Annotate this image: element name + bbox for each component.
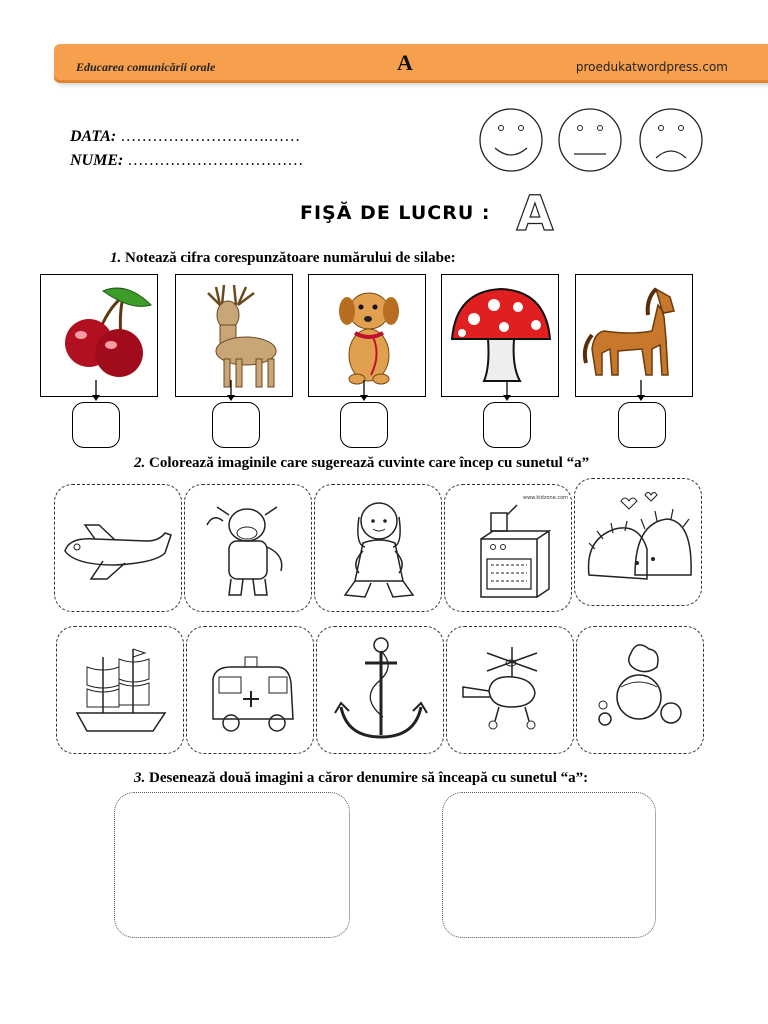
coloring-card[interactable] [186,626,314,754]
drawing-area[interactable] [114,792,350,938]
worksheet-title: FIŞĂ DE LUCRU : [300,202,491,224]
task3-text: Desenează două imagini a căror denumire să înceapă cu sunetul “a”: [149,770,589,786]
cow-icon [185,485,312,612]
stove-icon [445,485,572,612]
arrow-down-icon [91,380,101,402]
neutral-face-icon[interactable] [559,109,621,171]
coloring-card[interactable] [316,626,444,754]
drawing-area[interactable] [442,792,656,938]
syllable-answer-box[interactable] [618,402,666,448]
syllable-answer-box[interactable] [212,402,260,448]
horse-icon [576,275,694,398]
name-label: NUME: [70,152,124,169]
name-field [70,152,303,170]
coloring-card[interactable] [444,484,572,612]
coloring-card[interactable] [56,626,184,754]
syllable-answer-box[interactable] [72,402,120,448]
outlined-letter-a-icon [513,188,557,234]
picture-card [441,274,559,397]
task2-instruction [134,455,589,472]
coloring-card[interactable] [184,484,312,612]
doll-icon [315,485,442,612]
mood-faces [478,108,708,174]
coloring-card[interactable] [576,626,704,754]
airplane-icon [55,485,182,612]
syllable-answer-box[interactable] [483,402,531,448]
task1-number: 1. [110,250,122,266]
picture-card [40,274,158,397]
hazelnuts-icon [577,627,704,754]
date-field [70,128,300,146]
coloring-card[interactable] [314,484,442,612]
header-banner [54,44,768,80]
mushroom-icon [442,275,560,398]
arrow-down-icon [636,380,646,402]
arrow-down-icon [226,380,236,402]
coloring-card[interactable] [446,626,574,754]
arrow-down-icon [359,380,369,402]
anchor-icon [317,627,444,754]
website-label: proedukatwordpress.com [575,60,728,74]
task2-number: 2. [134,455,146,471]
task2-text: Colorează imaginile care sugerează cuvinte care încep cu sunetul “a” [149,455,590,471]
date-label: DATA: [70,128,117,145]
task3-instruction [134,770,588,787]
coloring-card[interactable] [54,484,182,612]
task1-text: Notează cifra corespunzătoare numărului de silabe: [125,250,456,266]
picture-card [308,274,426,397]
happy-face-icon[interactable] [480,109,542,171]
task1-instruction [110,250,456,267]
subject-title: Educarea comunicării orale [76,60,216,74]
picture-card [575,274,693,397]
arrow-down-icon [502,380,512,402]
ambulance-icon [187,627,314,754]
syllable-answer-box[interactable] [340,402,388,448]
hedgehogs-icon [575,479,702,606]
coloring-card[interactable] [574,478,702,606]
task3-number: 3. [134,770,146,786]
big-letter: A [516,188,554,234]
sailing-ship-icon [57,627,184,754]
helicopter-icon [447,627,574,754]
sad-face-icon[interactable] [640,109,702,171]
date-line[interactable]: ……………………….…… [120,128,301,145]
stove-caption: www.kidzone.com [523,495,569,501]
name-line[interactable]: …………………………… [127,152,304,169]
letter-title: A [397,50,413,75]
picture-card [175,274,293,397]
